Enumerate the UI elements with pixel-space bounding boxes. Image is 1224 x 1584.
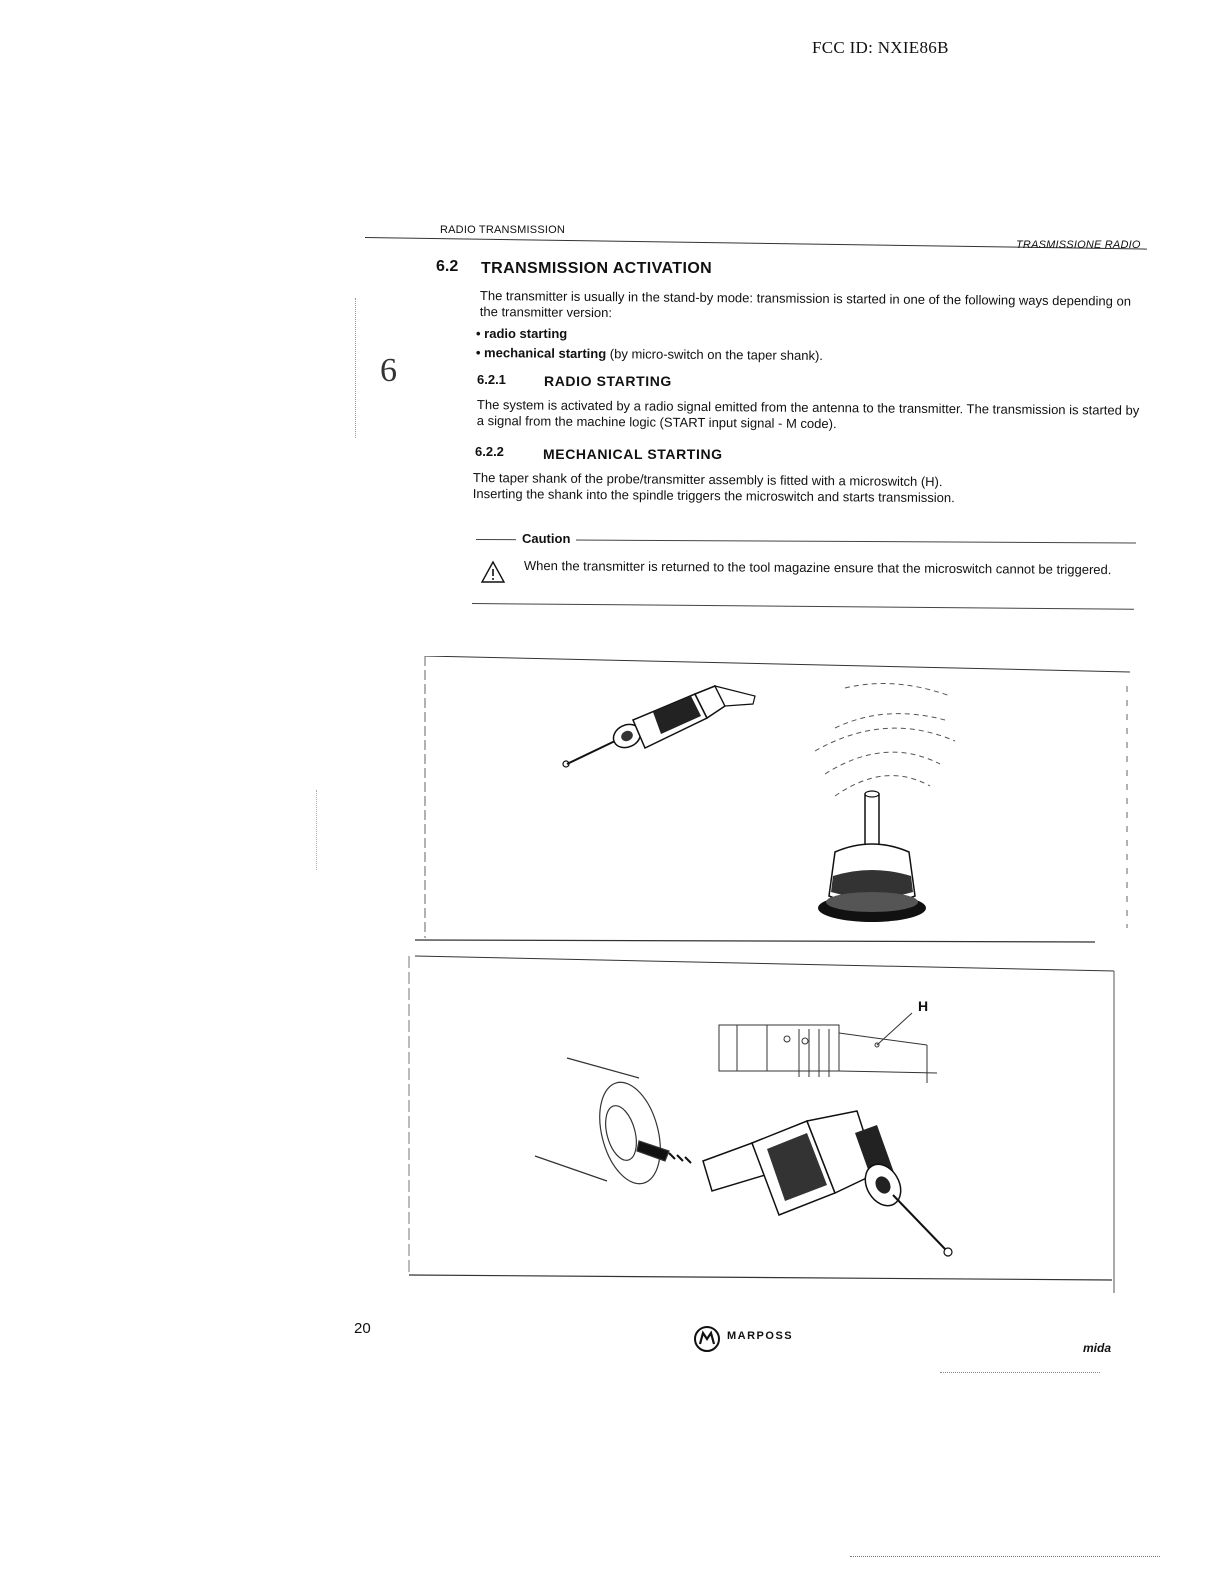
probe-inserting-drawing bbox=[703, 1111, 952, 1256]
subsection2-number: 6.2.2 bbox=[475, 444, 504, 459]
radio-waves-drawing bbox=[815, 684, 955, 797]
scan-artifact-bottom bbox=[850, 1556, 1160, 1557]
figure-radio-starting bbox=[415, 656, 1135, 946]
warning-triangle-icon bbox=[480, 560, 506, 584]
logo-text: MARPOSS bbox=[727, 1330, 794, 1342]
margin-marks-lower bbox=[316, 790, 317, 870]
product-name: mida bbox=[1083, 1341, 1112, 1355]
section-number: 6.2 bbox=[436, 258, 459, 275]
antenna-drawing bbox=[818, 791, 926, 922]
bullet-mechanical-detail: (by micro-switch on the taper shank). bbox=[606, 346, 824, 364]
subsection2-text bbox=[473, 470, 1113, 508]
spindle-drawing bbox=[535, 1058, 691, 1190]
chapter-mark: 6 bbox=[380, 352, 397, 389]
subsection2-text-line2: Inserting the shank into the spindle triggers the microswitch and starts transmission. bbox=[472, 485, 955, 506]
section-title: TRANSMISSION ACTIVATION bbox=[481, 260, 713, 277]
marposs-logo-icon bbox=[692, 1324, 722, 1354]
figure-mechanical-starting bbox=[407, 953, 1127, 1298]
microswitch-label: H bbox=[918, 998, 929, 1014]
subsection1-title: RADIO STARTING bbox=[544, 373, 672, 389]
page-number: 20 bbox=[354, 1320, 371, 1337]
fcc-id: FCC ID: NXIE86B bbox=[812, 38, 949, 57]
caution-rule-bottom bbox=[472, 603, 1134, 610]
subsection1-text: The system is activated by a radio signal emitted from the antenna to the transmitter. The transmission is started by a signal from the machine logic (START input signal - M code). bbox=[476, 397, 1140, 432]
caution-text: When the transmitter is returned to the tool magazine ensure that the microswitch cannot be triggered. bbox=[523, 558, 1112, 578]
header-right: TRASMISSIONE RADIO bbox=[1016, 239, 1141, 251]
margin-marks bbox=[355, 298, 356, 438]
section-intro: The transmitter is usually in the stand-by mode: transmission is started in one of the following ways depending on the transmitter version: bbox=[479, 288, 1132, 321]
shank-detail-drawing bbox=[719, 1013, 937, 1083]
bullet-radio-label: • radio starting bbox=[476, 326, 568, 341]
subsection2-text-line1: The taper shank of the probe/transmitter assembly is fitted with a microswitch (H). bbox=[472, 470, 943, 490]
bullet-radio-starting bbox=[476, 326, 567, 341]
subsection2-title: MECHANICAL STARTING bbox=[543, 446, 723, 462]
scan-artifact bbox=[940, 1372, 1100, 1373]
subsection1-number: 6.2.1 bbox=[477, 372, 506, 387]
bullet-mechanical-starting bbox=[476, 345, 823, 363]
header-left: RADIO TRANSMISSION bbox=[440, 224, 566, 236]
caution-label: Caution bbox=[516, 531, 576, 546]
probe-transmitter-drawing bbox=[563, 686, 755, 767]
bullet-mechanical-label: • mechanical starting bbox=[475, 345, 607, 362]
